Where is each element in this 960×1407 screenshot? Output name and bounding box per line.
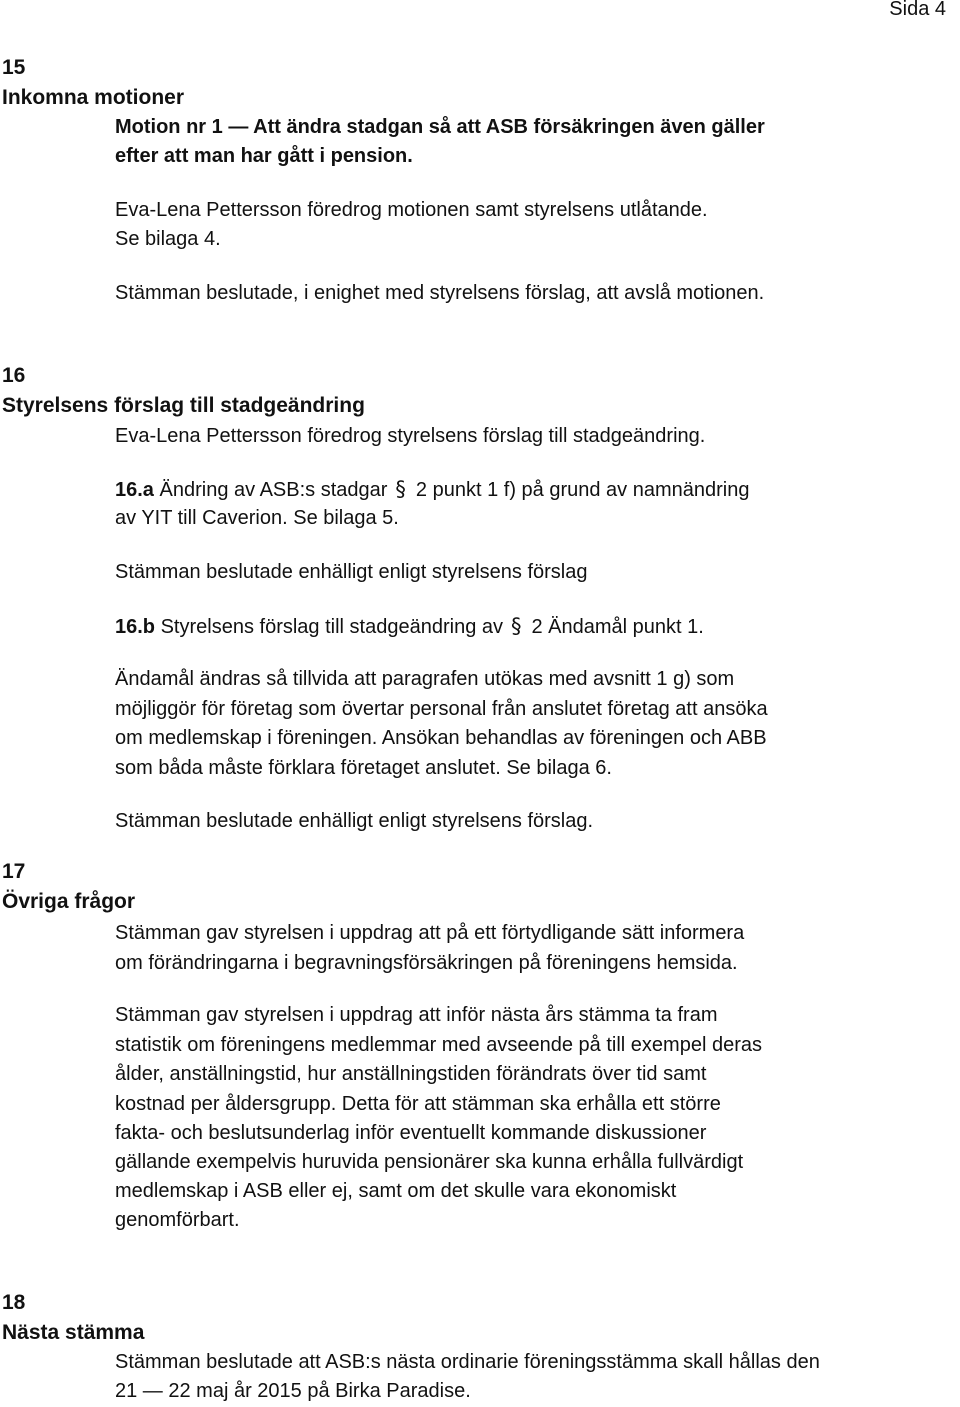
- section-18-line-2: 21 — 22 maj år 2015 på Birka Paradise.: [115, 1380, 471, 1402]
- section-15-paragraph-1: Eva-Lena Pettersson föredrog motionen samt styrelsens utlåtande.: [115, 199, 708, 221]
- section-15-decision: Stämman beslutade, i enighet med styrelsens förslag, att avslå motionen.: [115, 282, 765, 304]
- item-16b-text-1: Styrelsens förslag till stadgeändring av: [160, 616, 503, 638]
- item-16a-label: 16.a: [115, 479, 154, 501]
- motion-title-line-1: Motion nr 1 — Att ändra stadgan så att ASB försäkringen även gäller: [115, 116, 765, 138]
- item-16b-paragraph-line-3: om medlemskap i föreningen. Ansökan behandlas av föreningen och ABB: [115, 727, 767, 749]
- item-16b-paragraph-line-4: som båda måste förklara företaget anslutet. Se bilaga 6.: [115, 757, 612, 779]
- section-16-number: 16: [2, 364, 26, 387]
- section-17-p2-line-1: Stämman gav styrelsen i uppdrag att inför nästa års stämma ta fram: [115, 1004, 718, 1026]
- section-15-number: 15: [2, 56, 26, 79]
- section-17-number: 17: [2, 860, 26, 883]
- section-17-p2-line-5: fakta- och beslutsunderlag inför eventuellt kommande diskussioner: [115, 1122, 707, 1144]
- item-16a-line-1: [115, 477, 749, 502]
- section-18-number: 18: [2, 1291, 26, 1314]
- item-16a-line-2: av YIT till Caverion. Se bilaga 5.: [115, 507, 399, 529]
- item-16b-paragraph-line-2: möjliggör för företag som övertar personal från anslutet företag att ansöka: [115, 698, 768, 720]
- item-16b-text-2: 2 Ändamål punkt 1.: [531, 616, 704, 638]
- section-17-p2-line-7: medlemskap i ASB eller ej, samt om det skulle vara ekonomiskt: [115, 1180, 677, 1202]
- section-18-title: Nästa stämma: [2, 1321, 145, 1344]
- page-number: Sida 4: [889, 0, 946, 20]
- section-15-paragraph-2: Se bilaga 4.: [115, 228, 221, 250]
- item-16b-paragraph-line-1: Ändamål ändras så tillvida att paragrafen utökas med avsnitt 1 g) som: [115, 668, 735, 690]
- section-15-title: Inkomna motioner: [2, 86, 185, 109]
- item-16a-decision: Stämman beslutade enhälligt enligt styrelsens förslag: [115, 561, 588, 583]
- section-16-title: Styrelsens förslag till stadgeändring: [2, 394, 365, 417]
- item-16a-text-1: Ändring av ASB:s stadgar: [159, 479, 388, 501]
- section-18-line-1: Stämman beslutade att ASB:s nästa ordinarie föreningsstämma skall hållas den: [115, 1351, 820, 1373]
- item-16b-decision: Stämman beslutade enhälligt enligt styrelsens förslag.: [115, 810, 594, 832]
- motion-title-line-2: efter att man har gått i pension.: [115, 145, 413, 167]
- section-17-p2-line-2: statistik om föreningens medlemmar med avseende på till exempel deras: [115, 1034, 762, 1056]
- item-16a-text-2: 2 punkt 1 f) på grund av namnändring: [415, 479, 750, 501]
- item-16b-label: 16.b: [115, 616, 156, 638]
- section-17-title: Övriga frågor: [2, 890, 136, 913]
- section-sign-icon: §: [511, 614, 522, 638]
- section-17-p1-line-1: Stämman gav styrelsen i uppdrag att på ett förtydligande sätt informera: [115, 922, 745, 944]
- section-16-intro: Eva-Lena Pettersson föredrog styrelsens förslag till stadgeändring.: [115, 425, 706, 447]
- section-sign-icon: §: [395, 477, 406, 501]
- section-17-p2-line-8: genomförbart.: [115, 1209, 240, 1231]
- item-16b-line-1: [115, 614, 704, 639]
- section-17-p1-line-2: om förändringarna i begravningsförsäkringen på föreningens hemsida.: [115, 952, 738, 974]
- section-17-p2-line-3: ålder, anställningstid, hur anställningstiden förändrats över tid samt: [115, 1063, 707, 1085]
- section-17-p2-line-6: gällande exempelvis huruvida pensionärer ska kunna erhålla fullvärdigt: [115, 1151, 744, 1173]
- section-17-p2-line-4: kostnad per åldersgrupp. Detta för att stämman ska erhålla ett större: [115, 1093, 721, 1115]
